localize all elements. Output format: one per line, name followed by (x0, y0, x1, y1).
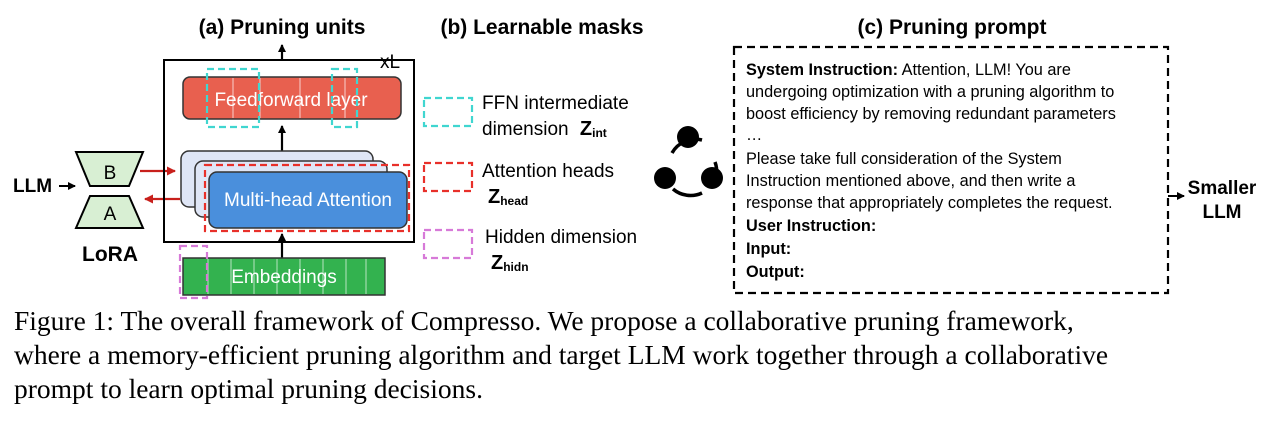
pruning-units (164, 45, 414, 298)
hidden-legend-line2: Zhidn (491, 252, 529, 274)
prompt-output: Output: (746, 263, 805, 281)
figure-caption (14, 304, 1272, 406)
prompt-line-1: System Instruction: Attention, LLM! You are (746, 61, 1071, 79)
collaboration-icon (654, 126, 723, 196)
ffn-legend-line1: FFN intermediate (482, 93, 629, 114)
lora-module (13, 152, 180, 266)
head-mask-legend-icon (424, 163, 472, 191)
ffn-mask-legend-icon (424, 98, 472, 126)
smaller-llm-line1: Smaller (1187, 178, 1257, 199)
smaller-llm-line2: LLM (1202, 202, 1242, 223)
lora-b-label: B (103, 163, 117, 184)
embeddings-label: Embeddings (231, 267, 337, 288)
title-pruning-prompt: (c) Pruning prompt (857, 16, 1047, 39)
hidden-legend-line1: Hidden dimension (485, 227, 638, 248)
caption-line-1: Figure 1: The overall framework of Compresso. We propose a collaborative pruning framework, (14, 305, 1074, 336)
prompt-line-6: Instruction mentioned above, and then write a (746, 172, 1076, 190)
prompt-user-instruction: User Instruction: (746, 217, 877, 235)
prompt-line-3: boost efficiency by removing redundant parameters (746, 105, 1116, 123)
lora-a-label: A (103, 204, 117, 225)
prompt-line-7: response that appropriately completes the request. (746, 194, 1113, 212)
prompt-input: Input: (746, 240, 792, 258)
prompt-line-5: Please take full consideration of the System (746, 150, 1062, 168)
title-pruning-units: (a) Pruning units (198, 16, 366, 39)
attention-label: Multi-head Attention (224, 190, 392, 211)
title-learnable-masks: (b) Learnable masks (440, 16, 644, 39)
prompt-line-2: undergoing optimization with a pruning algorithm to (746, 83, 1115, 101)
caption-line-3: prompt to learn optimal pruning decisions. (14, 373, 483, 404)
prompt-text (746, 61, 1116, 281)
heads-legend-line2: Zhead (488, 186, 529, 208)
mask-legend (424, 93, 637, 274)
caption-line-2: where a memory-efficient pruning algorithm and target LLM work together through a collaborative (14, 339, 1109, 370)
lora-caption: LoRA (82, 243, 138, 266)
lora-input-label: LLM (13, 176, 53, 197)
prompt-ellipsis: … (746, 126, 763, 144)
feedforward-label: Feedforward layer (214, 90, 368, 111)
heads-legend-line1: Attention heads (482, 161, 615, 182)
repeat-label: xL (380, 52, 401, 73)
ffn-legend-line2: dimension Zint (482, 118, 607, 140)
hidden-mask-legend-icon (424, 230, 472, 258)
